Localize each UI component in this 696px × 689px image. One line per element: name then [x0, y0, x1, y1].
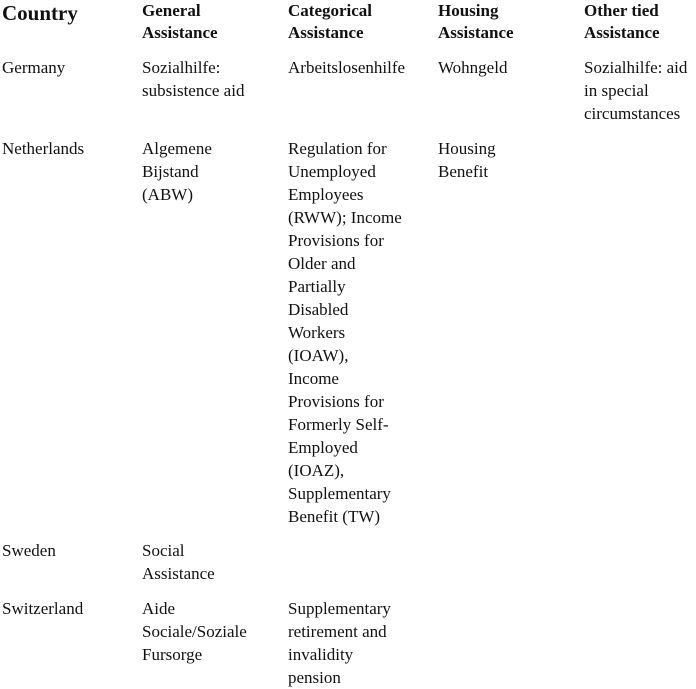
header-country: Country [2, 1, 78, 25]
germany-categorical: Arbeitslosenhilfe [288, 58, 406, 77]
sweden-general: Social Assistance [142, 541, 215, 583]
header-general-assistance: General Assistance [142, 1, 218, 42]
germany-housing: Wohngeld [438, 58, 508, 77]
germany-other: Sozialhilfe: aid in special circumstances [584, 58, 688, 123]
switzerland-country: Switzerland [2, 599, 84, 618]
switzerland-categorical: Supplementary retirement and invalidity pension [288, 599, 391, 687]
header-categorical-assistance: Categorical Assistance [288, 1, 373, 42]
germany-general: Sozialhilfe: subsistence aid [142, 58, 245, 100]
netherlands-general: Algemene Bijstand (ABW) [142, 139, 212, 204]
germany-country: Germany [2, 58, 66, 77]
netherlands-housing: Housing Benefit [438, 139, 496, 181]
sweden-country: Sweden [2, 541, 56, 560]
netherlands-country: Netherlands [2, 139, 85, 158]
netherlands-categorical: Regulation for Unemployed Employees (RWW); Income Provisions for Older and Partially Disabled Workers (IOAW), Income Provisions for Formerly Self- Employed (IOAZ), Supplementary Benefit (TW) [288, 139, 402, 526]
switzerland-general: Aide Sociale/Soziale Fursorge [142, 599, 247, 664]
header-housing-assistance: Housing Assistance [438, 1, 514, 42]
header-other-tied-assistance: Other tied Assistance [584, 1, 660, 42]
